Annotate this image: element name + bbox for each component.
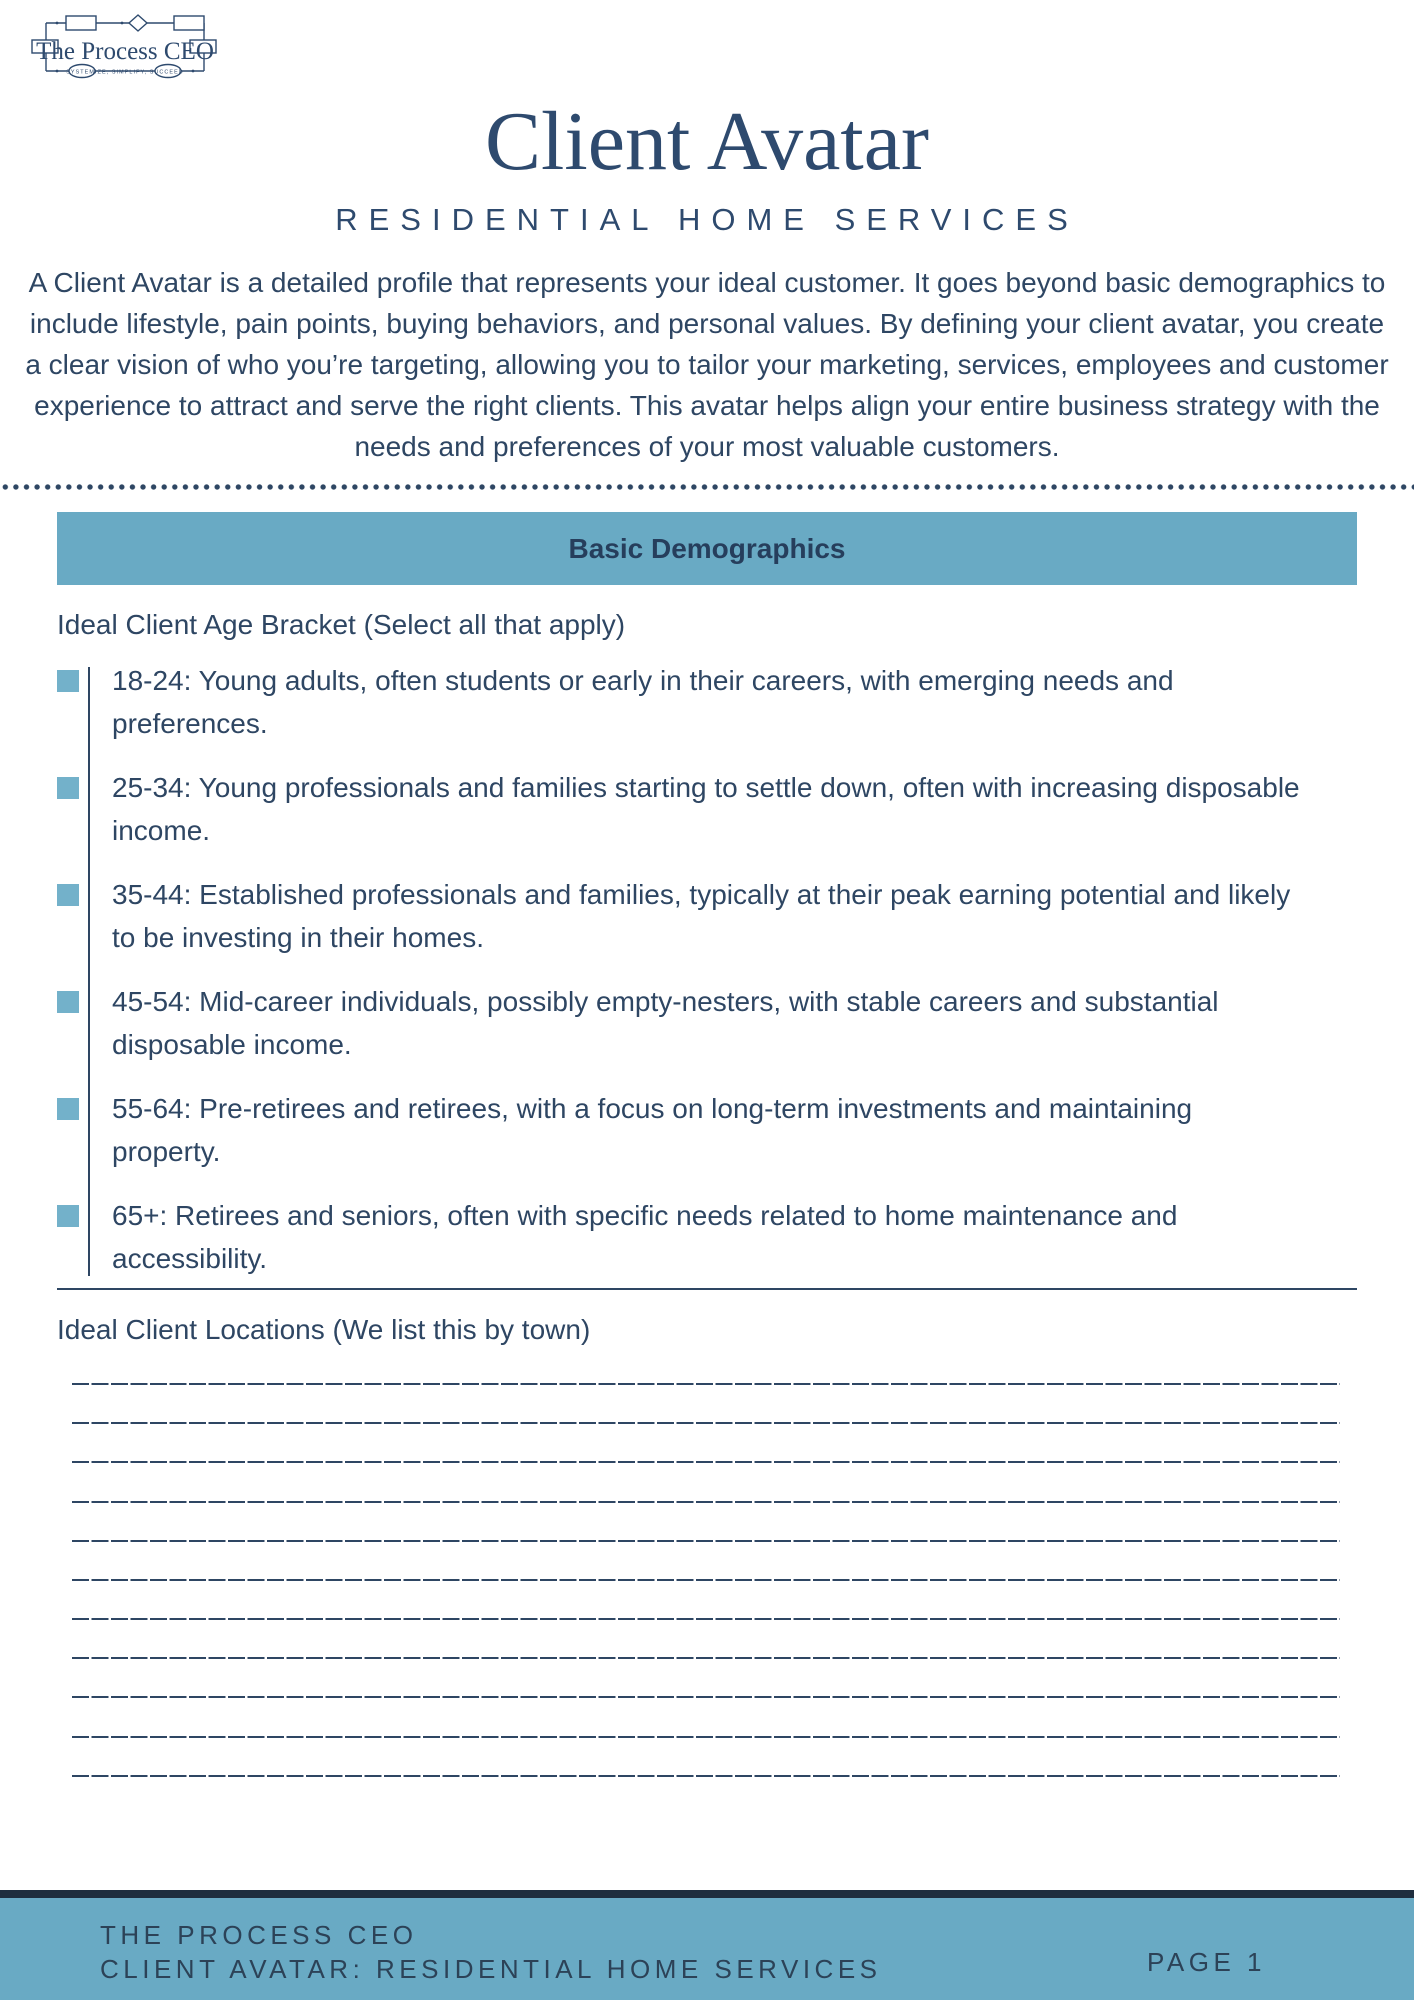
footer-doc-title: CLIENT AVATAR: RESIDENTIAL HOME SERVICES bbox=[100, 1954, 882, 1984]
age-option-row bbox=[57, 1194, 1307, 1280]
age-checkbox[interactable] bbox=[57, 777, 79, 799]
age-option-row bbox=[57, 1087, 1307, 1173]
age-checkbox[interactable] bbox=[57, 991, 79, 1013]
write-line[interactable] bbox=[72, 1542, 1340, 1581]
locations-question: Ideal Client Locations (We list this by town) bbox=[57, 1314, 591, 1346]
age-option-label: 65+: Retirees and seniors, often with specific needs related to home maintenance and accessibility. bbox=[112, 1200, 1178, 1275]
section-header-title: Basic Demographics bbox=[568, 532, 846, 564]
age-option-row bbox=[57, 980, 1307, 1066]
footer-company: THE PROCESS CEO bbox=[100, 1920, 418, 1950]
logo-wordmark: The Process CEO bbox=[36, 38, 214, 65]
age-option-label: 55-64: Pre-retirees and retirees, with a focus on long-term investments and maintaining property. bbox=[112, 1093, 1193, 1168]
write-line[interactable] bbox=[72, 1581, 1340, 1620]
age-checkbox[interactable] bbox=[57, 884, 79, 906]
age-option-label: 18-24: Young adults, often students or early in their careers, with emerging needs and preferences. bbox=[112, 665, 1174, 740]
page-subtitle: RESIDENTIAL HOME SERVICES bbox=[335, 202, 1079, 238]
section-divider bbox=[57, 1288, 1357, 1290]
intro-paragraph: A Client Avatar is a detailed profile that represents your ideal customer. It goes beyond basic demographics to include lifestyle, pain points, buying behaviors, and personal values. By defining your client avatar, you create a clear vision of who you’re targeting, allowing you to tailor your marketing, services, employees and customer experience to attract and serve the right clients. This avatar helps align your entire business strategy with the needs and preferences of your most valuable customers. bbox=[25, 267, 1389, 463]
age-option-label: 35-44: Established professionals and families, typically at their peak earning potential and likely to be investing in their homes. bbox=[112, 879, 1291, 954]
age-option-row bbox=[57, 659, 1307, 745]
age-option-row bbox=[57, 766, 1307, 852]
footer-page-number: PAGE 1 bbox=[1146, 1947, 1266, 1977]
age-option-row bbox=[57, 873, 1307, 959]
dotted-divider bbox=[0, 483, 1414, 491]
age-option-label: 25-34: Young professionals and families starting to settle down, often with increasing disposable income. bbox=[112, 772, 1300, 847]
age-bracket-list bbox=[57, 659, 1357, 1280]
age-checkbox[interactable] bbox=[57, 670, 79, 692]
write-line[interactable] bbox=[72, 1503, 1340, 1542]
write-line[interactable] bbox=[72, 1738, 1340, 1777]
age-bracket-question: Ideal Client Age Bracket (Select all that apply) bbox=[57, 609, 626, 641]
page-footer bbox=[0, 1890, 1414, 2000]
page-title: Client Avatar bbox=[485, 95, 929, 188]
write-line[interactable] bbox=[72, 1660, 1340, 1699]
age-checkbox[interactable] bbox=[57, 1205, 79, 1227]
footer-text-block bbox=[100, 1918, 882, 1986]
locations-write-lines bbox=[72, 1346, 1340, 1777]
age-option-label: 45-54: Mid-career individuals, possibly empty-nesters, with stable careers and substantial disposable income. bbox=[112, 986, 1219, 1061]
write-line[interactable] bbox=[72, 1385, 1340, 1424]
age-checkbox[interactable] bbox=[57, 1098, 79, 1120]
age-list-divider bbox=[88, 667, 90, 1276]
write-line[interactable] bbox=[72, 1346, 1340, 1385]
section-header-bar bbox=[57, 512, 1357, 585]
write-line[interactable] bbox=[72, 1621, 1340, 1660]
write-line[interactable] bbox=[72, 1699, 1340, 1738]
process-ceo-logo bbox=[26, 10, 222, 84]
logo-tagline: SYSTEMIZE, SIMPLIFY, SUCCEED bbox=[66, 69, 184, 76]
write-line[interactable] bbox=[72, 1464, 1340, 1503]
write-line[interactable] bbox=[72, 1425, 1340, 1464]
